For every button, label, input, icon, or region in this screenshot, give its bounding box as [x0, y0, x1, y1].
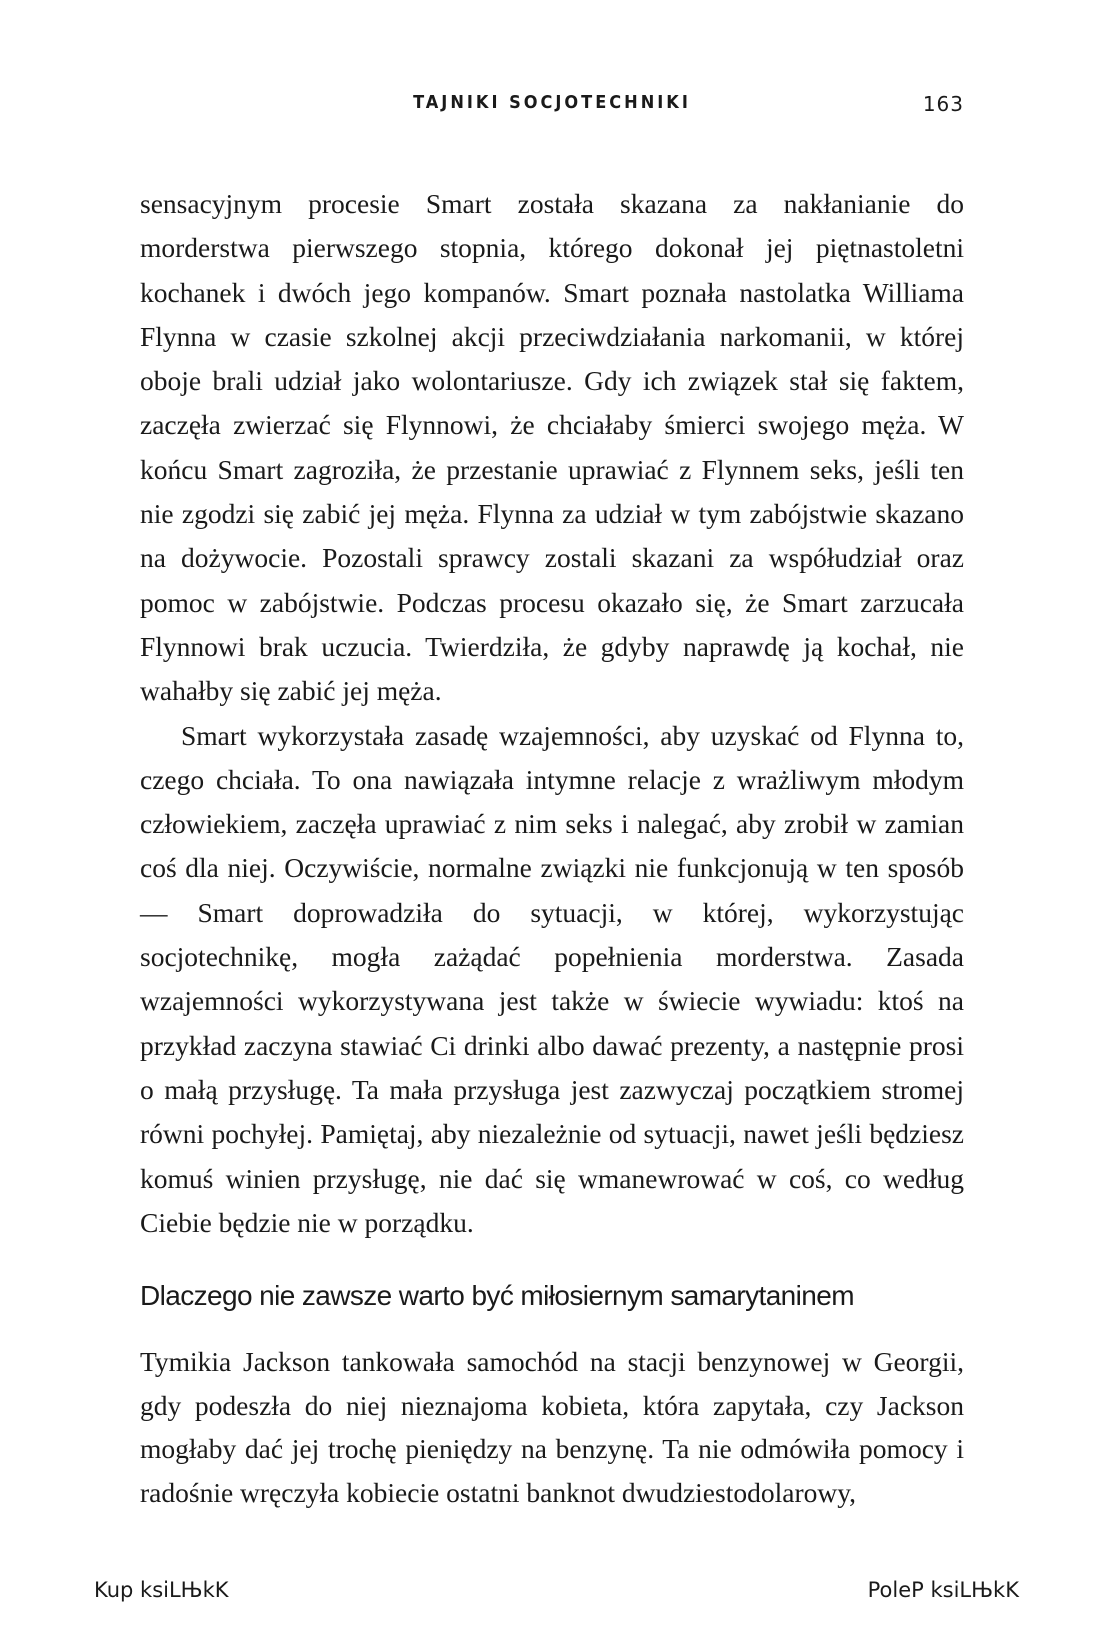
paragraph: Smart wykorzystała zasadę wzajemności, aby uzyskać od Flynna to, czego chciała. To ona nawiązała intymne relacje z wrażliwym młodym człowiekiem, zaczęła uprawiać z nim seks i nalegać, aby zrobił w zamian coś dla niej. Oczywiście, normalne związki nie funkcjonują w ten sposób — Smart doprowadziła do sytuacji, w której, wykorzystując socjotechnikę, mogła zażądać popełnienia morderstwa. Zasada wzajemności wykorzystywana jest także w świecie wywiadu: ktoś na przykład zaczyna stawiać Ci drinki albo dawać prezenty, a następnie prosi o małą przysługę. Ta mała przysługa jest zazwyczaj początkiem stromej równi pochyłej. Pamiętaj, aby niezależnie od sytuacji, nawet jeśli będziesz komuś winien przysługę, nie dać się wmanewrować w coś, co według Ciebie będzie nie w porządku. — [140, 719, 964, 1238]
recommend-book-link[interactable]: PoleP ksiLЊkK — [867, 1578, 1019, 1602]
paragraph: sensacyjnym procesie Smart została skazana za nakłanianie do morderstwa pierwszego stopnia, którego dokonał jej piętnastoletni kochanek i dwóch jego kompanów. Smart poznała nastolatka Williama Flynna w czasie szkolnej akcji przeciwdziałania narkomanii, w której oboje brali udział jako wolontariusze. Gdy ich związek stał się faktem, zaczęła zwierzać się Flynnowi, że chciałaby śmierci swojego męża. W końcu Smart zagroziła, że przestanie uprawiać z Flynnem seks, jeśli ten nie zgodzi się zabić jej męża. Flynna za udział w tym zabójstwie skazano na dożywocie. Pozostali sprawcy zostali skazani za współudział oraz pomoc w zabójstwie. Podczas procesu okazało się, że Smart zarzucała Flynnowi brak uczucia. Twierdziła, że gdyby naprawdę ją kochał, nie wahałby się zabić jej męża. — [140, 188, 964, 707]
body-text — [140, 182, 964, 1245]
running-header — [140, 92, 964, 122]
page-number: 163 — [922, 92, 964, 116]
running-title: TAJNIKI SOCJOTECHNIKI — [413, 92, 691, 113]
section-text — [140, 1340, 964, 1514]
paragraph: Tymikia Jackson tankowała samochód na stacji benzynowej w Georgii, gdy podeszła do niej nieznajoma kobieta, która zapytała, czy Jackson mogłaby dać jej trochę pieniędzy na benzynę. Ta nie odmówiła pomocy i radośnie wręczyła kobiecie ostatni banknot dwudziestodolarowy, — [140, 1346, 964, 1508]
section-heading: Dlaczego nie zawsze warto być miłosiernym samarytaninem — [140, 1280, 854, 1311]
buy-book-link[interactable]: Kup ksiLЊkK — [94, 1578, 229, 1602]
